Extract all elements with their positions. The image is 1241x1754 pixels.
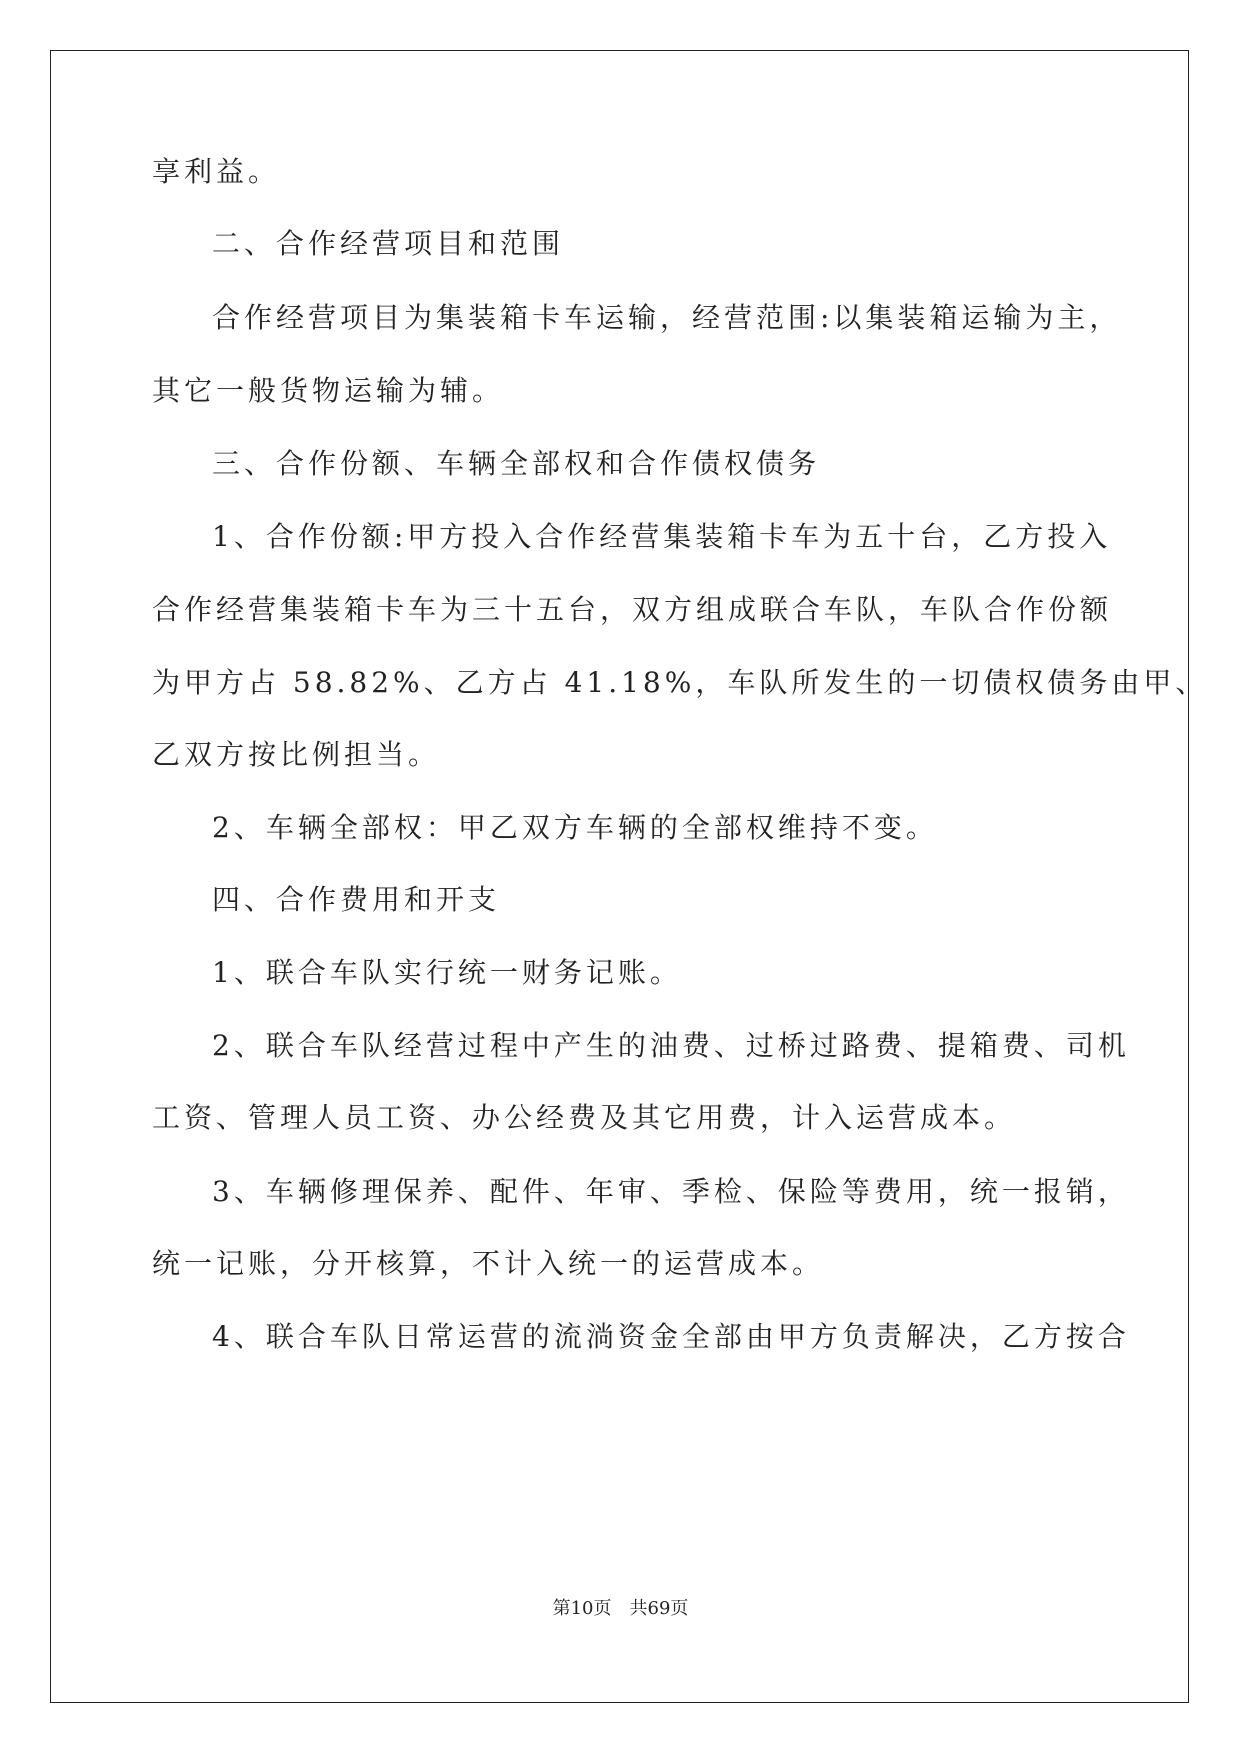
page-border <box>50 50 1189 1703</box>
text-line: 统一记账，分开核算，不计入统一的运营成本。 <box>152 1247 825 1280</box>
text-line: 享利益。 <box>152 155 281 188</box>
page-footer <box>0 1594 1241 1620</box>
text-line: 合作经营集装箱卡车为三十五台，双方组成联合车队，车队合作份额 <box>152 593 1113 626</box>
text-line: 工资、管理人员工资、办公经费及其它用费，计入运营成本。 <box>152 1101 1017 1134</box>
text-line: 3、车辆修理保养、配件、年审、季检、保险等费用，统一报销， <box>212 1175 1130 1208</box>
text-line: 乙双方按比例担当。 <box>152 738 441 771</box>
page-total: 共69页 <box>629 1598 689 1619</box>
text-line: 合作经营项目为集装箱卡车运输，经营范围:以集装箱运输为主， <box>212 301 1122 334</box>
section-heading: 四、合作费用和开支 <box>212 883 501 916</box>
text-line: 1、合作份额:甲方投入合作经营集装箱卡车为五十台，乙方投入 <box>212 520 1112 553</box>
section-heading: 二、合作经营项目和范围 <box>212 227 565 260</box>
section-heading: 三、合作份额、车辆全部权和合作债权债务 <box>212 447 821 480</box>
text-line: 2、车辆全部权：甲乙双方车辆的全部权维持不变。 <box>212 811 938 844</box>
text-line: 为甲方占 58.82%、乙方占 41.18%，车队所发生的一切债权债务由甲、 <box>152 666 1208 699</box>
text-line: 4、联合车队日常运营的流淌资金全部由甲方负责解决，乙方按合 <box>212 1320 1130 1353</box>
text-line: 其它一般货物运输为辅。 <box>152 374 505 407</box>
text-line: 1、联合车队实行统一财务记账。 <box>212 956 682 989</box>
page-number: 第10页 <box>552 1598 612 1619</box>
text-line: 2、联合车队经营过程中产生的油费、过桥过路费、提箱费、司机 <box>212 1029 1130 1062</box>
